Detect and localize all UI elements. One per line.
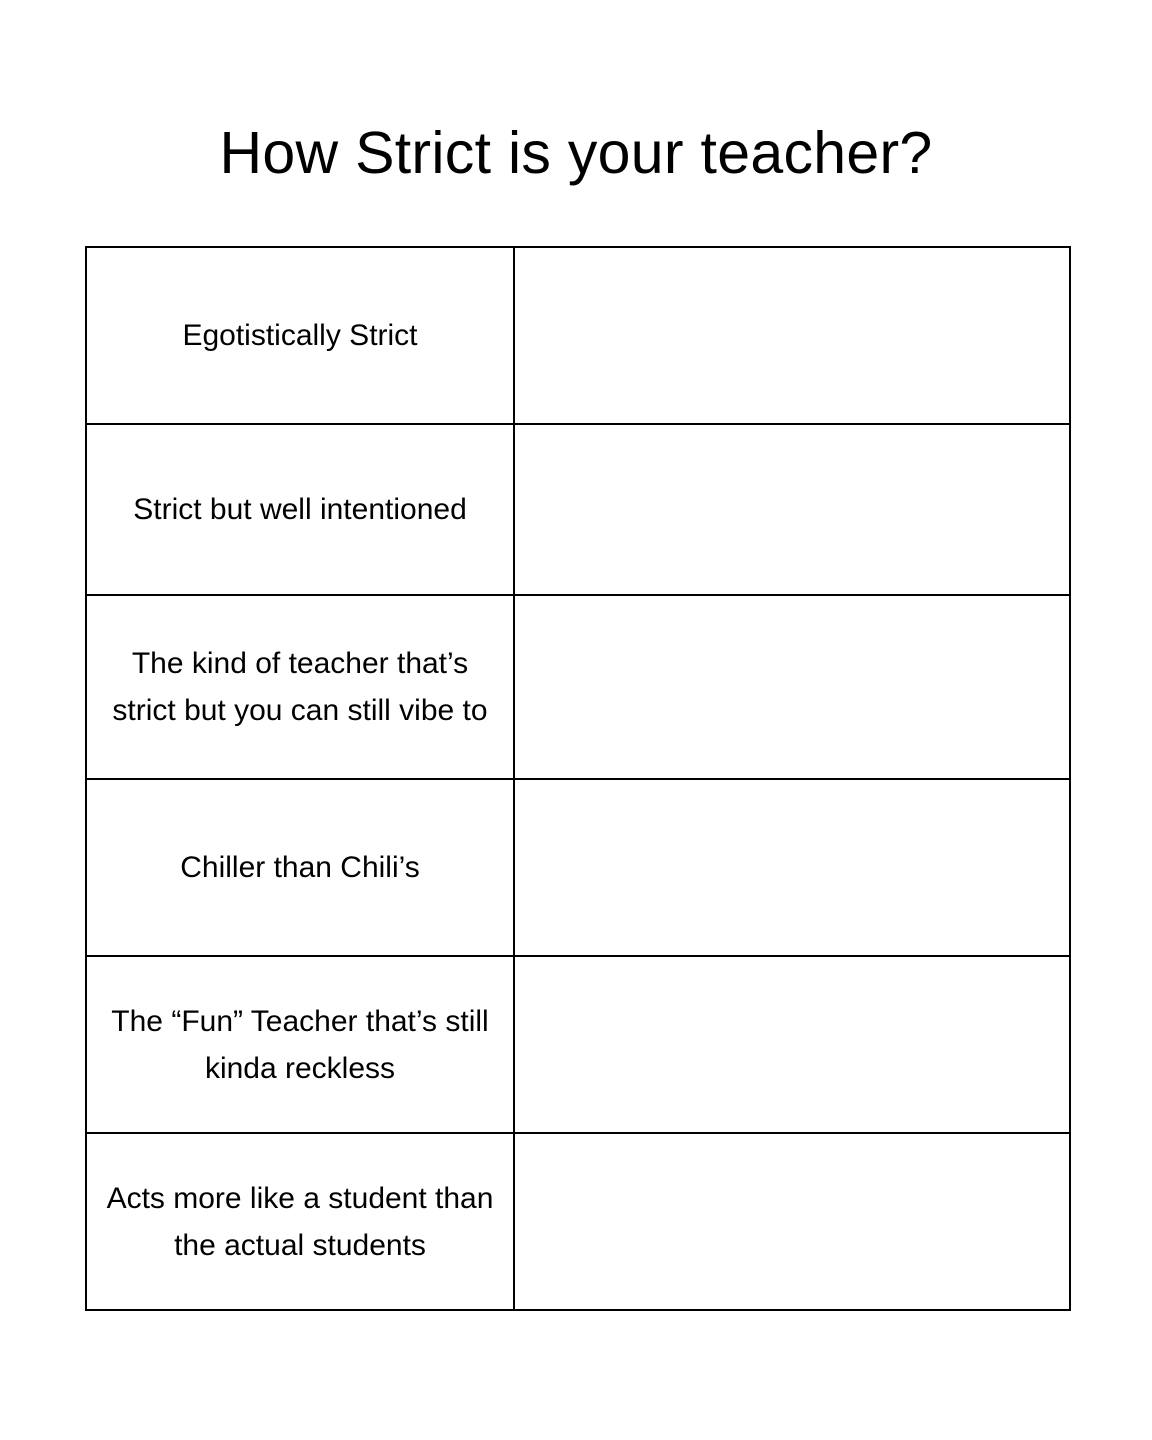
table-row [86, 595, 1070, 779]
table-row [86, 424, 1070, 595]
answer-cell[interactable] [514, 595, 1070, 779]
strictness-table [85, 246, 1071, 1311]
answer-cell[interactable] [514, 779, 1070, 956]
answer-cell[interactable] [514, 424, 1070, 595]
row-label: The kind of teacher that’s strict but you can still vibe to [86, 595, 514, 779]
page-title: How Strict is your teacher? [219, 120, 933, 186]
table-row [86, 247, 1070, 424]
row-label: Chiller than Chili’s [86, 779, 514, 956]
row-label: The “Fun” Teacher that’s still kinda reckless [86, 956, 514, 1133]
row-label: Egotistically Strict [86, 247, 514, 424]
answer-cell[interactable] [514, 956, 1070, 1133]
table-row [86, 779, 1070, 956]
row-label: Strict but well intentioned [86, 424, 514, 595]
table-row [86, 956, 1070, 1133]
answer-cell[interactable] [514, 1133, 1070, 1310]
answer-cell[interactable] [514, 247, 1070, 424]
row-label: Acts more like a student than the actual students [86, 1133, 514, 1310]
table-row [86, 1133, 1070, 1310]
